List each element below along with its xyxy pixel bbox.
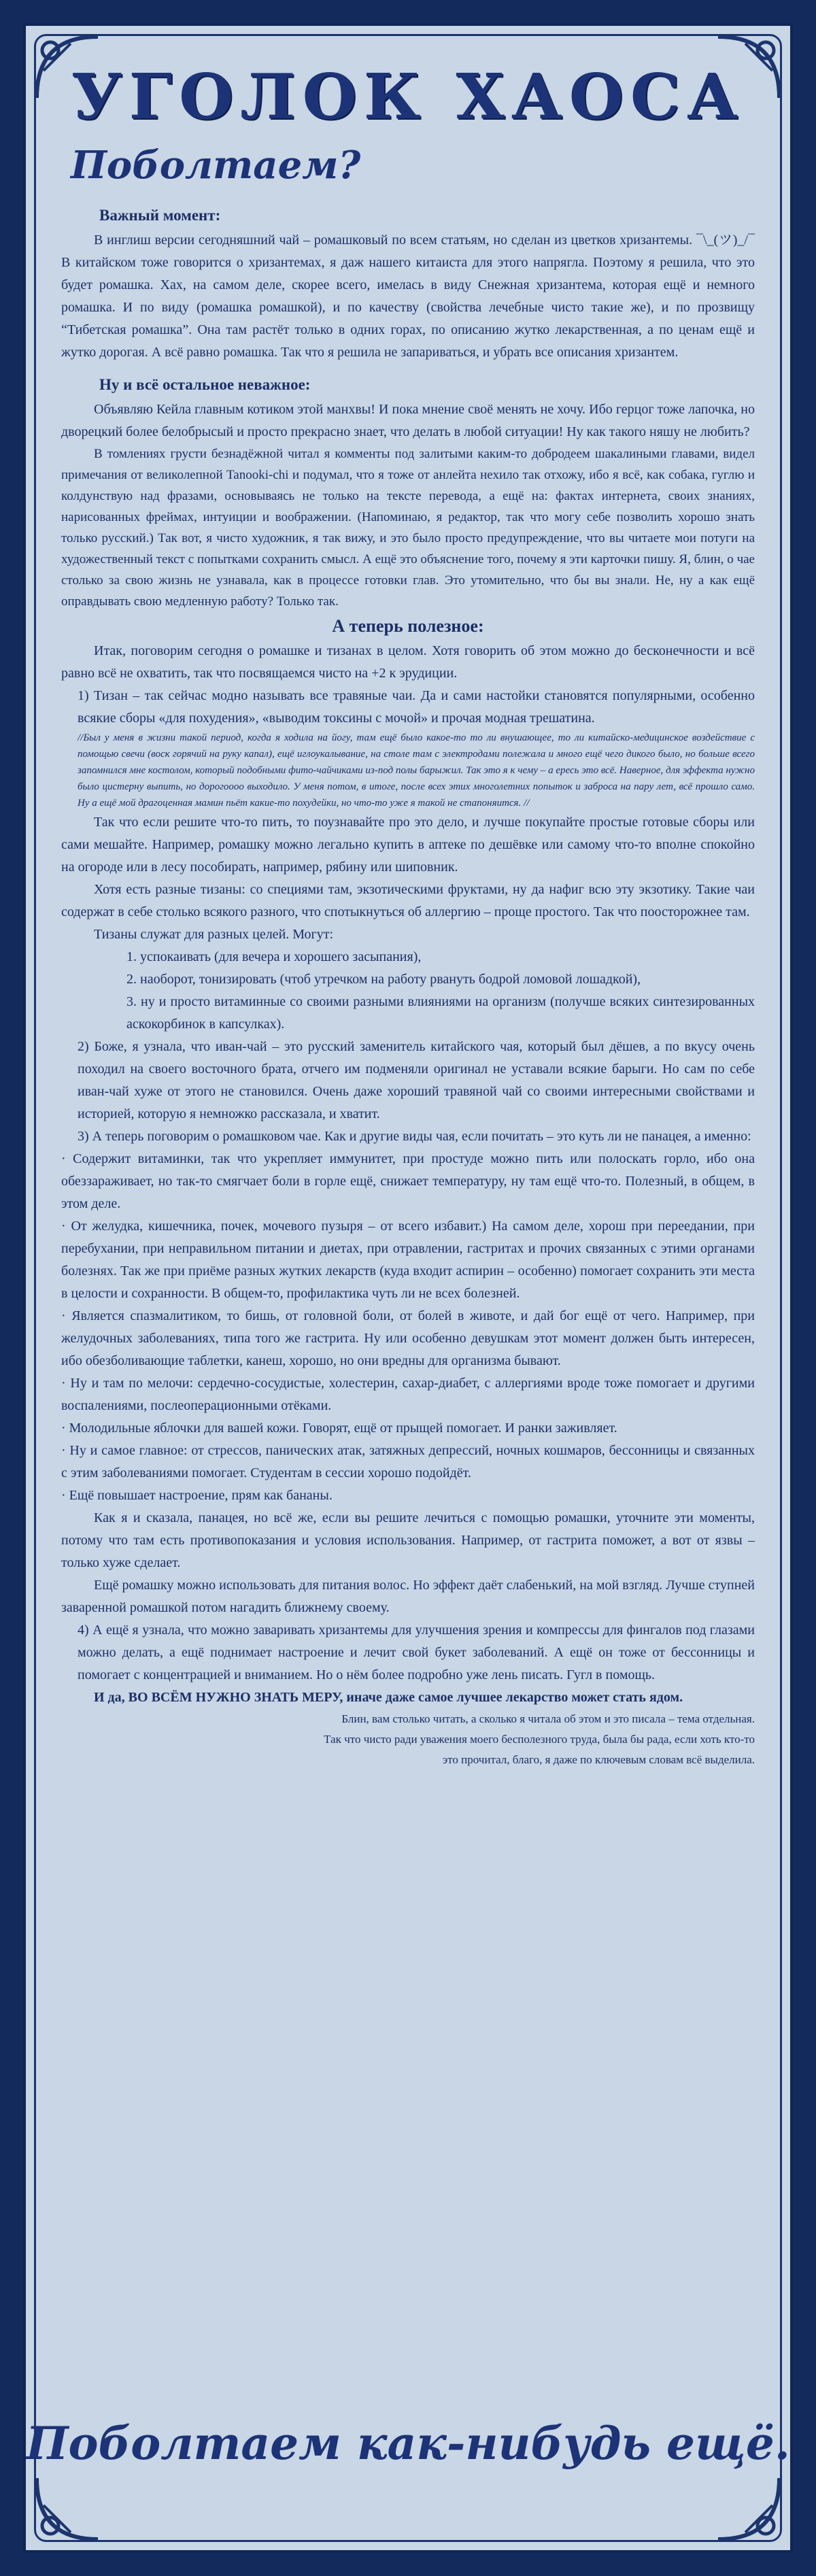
section-heading: Ну и всё остальное неважное: xyxy=(99,376,311,393)
page-title: УГОЛОК ХАОСА xyxy=(71,60,745,133)
closing-line: Блин, вам столько читать, а сколько я читала об этом и это писала – тема отдельная. xyxy=(341,1712,755,1725)
page-panel xyxy=(23,23,793,2553)
article-body xyxy=(61,204,755,1770)
corner-ornament-icon xyxy=(711,2471,786,2546)
list-item: · От желудка, кишечника, почек, мочевого пузыря – от всего избавит.) На самом деле, хорош при переедании, при перебухании, при неправильном питании и диетах, при отравлении, гастритах и прочих связанных с этими органами болезнях. Так же при приёме разных жутких лекарств (куда входит аспирин – особенно) помогает сохранить эти места в целости и сохранности. В общем-то, профилактика чуть ли не всех болезней. xyxy=(61,1219,755,1301)
list-item: · Является спазмалитиком, то бишь, от головной боли, от болей в животе, и дай бог ещё от чего. Например, при желудочных заболеваниях, типа того же гастрита. Ну или особенно девушкам этот момент должен быть интересен, ибо обезболивающие таблетки, канеш, хорошо, но они вредны для организма бывают. xyxy=(61,1308,755,1368)
paragraph: Итак, поговорим сегодня о ромашке и тизанах в целом. Хотя говорить об этом можно до бесконечности и всё равно всё не охватить, так что посвящаемся чисто на +2 к эрудиции. xyxy=(61,643,755,681)
paragraph: В инглиш версии сегодняшний чай – ромашковый по всем статьям, но сделан из цветков хризантемы. ¯\_(ツ)_/¯ В китайском тоже говорится о хризантемах, я даж нашего китаиста для этого напрягла. Поэтому я решила, что это будет ромашка. Хах, на самом деле, скорее всего, имелась в виду Снежная хризантема, которая ещё и немного ромашка. И по виду (ромашка ромашкой), и по качеству (свойства лечебные чисто такие же), и по прозвищу “Тибетская ромашка”. Она там растёт только в одних горах, по описанию жутко лекарственная, а по ценам ещё и жутко дорогая. А всё равно ромашка. Так что я решила не запариваться, и убрать все описания хризантем. xyxy=(61,233,755,360)
list-item: · Молодильные яблочки для вашей кожи. Говорят, ещё от прыщей помогает. И ранки заживляет. xyxy=(61,1421,617,1436)
paragraph: Так что если решите что-то пить, то поузнавайте про это дело, и лучше покупайте простые готовые сборы или сами мешайте. Например, ромашку можно легально купить в аптеке по дешёвке или самому что-то вполне спокойно на огороде или в лесу пособирать, например, рябину или шиповник. xyxy=(61,815,755,875)
footer-signoff: Поболтаем как-нибудь ещё. xyxy=(26,2417,790,2470)
paragraph: В томлениях грусти безнадёжной читал я комменты под залитыми каким-то добродеем шакалиными главами, видел примечания от великолепной Tanooki-chi и подумал, что я тоже от анлейта нехило так отхожу, ибо я всё, как собака, гуглю и колдунствую над фразами, основываясь не только на тексте перевода, а ещё на: фактах интернета, своих знаниях, нарисованных фреймах, интуиции и воображении. (Напоминаю, я редактор, так что могу себе позволить хорошо знать только русский.) Так вот, я чисто художник, я так вижу, и это было просто предупреждение, что вы читаете мои потуги на художественный текст с попытками сохранить смысл. А ещё это объяснение того, почему я эти карточки пишу. Я, блин, о чае столько за свою жизнь не узнавала, как в процессе готовки глав. Это утомительно, что бы вы знали. Не, ну а как ещё оправдывать свою медленную работу? Только так. xyxy=(61,447,755,609)
page-subtitle: Поболтаем? xyxy=(71,143,361,188)
corner-ornament-icon xyxy=(30,2471,105,2546)
list-item: 1) Тизан – так сейчас модно называть все травяные чаи. Да и сами настойки становятся популярными, особенно всякие сборы «для похудения», «выводим токсины с мочой» и прочая модная трешатина. xyxy=(78,688,755,726)
list-item: 2. наоборот, тонизировать (чтоб утречком на работу рвануть бодрой ломовой лошадкой), xyxy=(126,972,641,987)
list-item: · Содержит витаминки, так что укрепляет иммунитет, при простуде можно пить или полоскать горло, ибо она обеззараживает, но так-то смягчает боли в горле ещё, снижает температуру, ну там ещё что-то. Полезный, в общем, в этом деле. xyxy=(61,1151,755,1211)
section-heading: А теперь полезное: xyxy=(332,616,484,636)
paragraph: Ещё ромашку можно использовать для питания волос. Но эффект даёт слабенький, на мой взгляд. Лучше ступней заваренной ромашкой потом нагадить ближнему своему. xyxy=(61,1578,755,1615)
closing-line: Так что чисто ради уважения моего бесполезного труда, была бы рада, если хоть кто-то xyxy=(324,1733,755,1746)
closing-line: это прочитал, благо, я даже по ключевым словам всё выделила. xyxy=(442,1753,755,1766)
list-item: 2) Боже, я узнала, что иван-чай – это русский заменитель китайского чая, который был дёшев, а по вкусу очень походил на своего восточного брата, отчего им подменяли оригинал не уставали всякие барыги. Но сам по себе иван-чай хуже от этого не становился. Очень даже хороший травяной чай со своими интересными свойствами и историей, которую я немножко рассказала, и хватит. xyxy=(78,1039,755,1121)
side-note: //Был у меня в жизни такой период, когда я ходила на йогу, там ещё было какое-то то ли внушающее, то ли китайско-медицинское воздействие с помощью свечи (воск горячий на руку капал), ещё иглоукалывание, на столе там с электродами полежала и много ещё чего дикого было, но больше всего запомнился мне костолом, который подобными фито-чайчиками из-под полы барыжил. Так это я к чему – а ересь это всё. Наверное, для эффекта нужно было цистерну выпить, но дорогоооо выходило. У меня потом, в итоге, после всех этих многолетних попыток и заброса на пару лет, всё прошло само. Ну а ещё мой драгоценная мамин пьёт какие-то похудейки, но что-то уже я такой не стапоняится. // xyxy=(78,732,755,809)
outer-frame xyxy=(10,10,806,2566)
paragraph: Тизаны служат для разных целей. Могут: xyxy=(94,927,334,942)
list-item: 1. успокаивать (для вечера и хорошего засыпания), xyxy=(126,949,422,964)
list-item: · Ещё повышает настроение, прям как бананы. xyxy=(61,1488,333,1503)
list-item: 3. ну и просто витаминные со своими разными влияниями на организм (получше всяких синтезированных аскокорбинок в капсулках). xyxy=(126,994,755,1032)
list-item: 3) А теперь поговорим о ромашковом чае. Как и другие виды чая, если почитать – это куть ли не панацея, а именно: xyxy=(78,1129,751,1144)
paragraph: Хотя есть разные тизаны: со специями там, экзотическими фруктами, ну да нафиг всю эту экзотику. Такие чаи содержат в себе столько всякого разного, что спотыкнуться об аллергию – проще простого. Так что поосторожнее там. xyxy=(61,882,755,919)
paragraph: Объявляю Кейла главным котиком этой манхвы! И пока мнение своё менять не хочу. Ибо герцог тоже лапочка, но дворецкий более белобрысый и просто прекрасно знает, что делать в любой ситуации! Ну как такого няшу не любить? xyxy=(61,402,755,439)
list-item: · Ну и самое главное: от стрессов, панических атак, затяжных депрессий, ночных кошмаров, бессонницы и связанных с этим заболеваниями помогает. Студентам в сессии хорошо подойдёт. xyxy=(61,1443,755,1480)
list-item: 4) А ещё я узнала, что можно заваривать хризантемы для улучшения зрения и компрессы для фингалов под глазами можно делать, а ещё поднимает настроение и лечит свой букет заболеваний. А ещё он тоже от бессонницы и помогает с концентрацией и вниманием. Но о нём более подробно уже лень писать. Гугл в помощь. xyxy=(78,1623,755,1682)
paragraph: И да, ВО ВСЁМ НУЖНО ЗНАТЬ МЕРУ, иначе даже самое лучшее лекарство может стать ядом. xyxy=(94,1690,683,1705)
section-heading: Важный момент: xyxy=(99,207,221,224)
paragraph: Как я и сказала, панацея, но всё же, если вы решите лечиться с помощью ромашки, уточните эти моменты, потому что там есть противопоказания и условия использования. Например, от гастрита поможет, а вот от язвы – только хуже сделает. xyxy=(61,1510,755,1570)
list-item: · Ну и там по мелочи: сердечно-сосудистые, холестерин, сахар-диабет, с аллергиями вроде тоже помогает и другими воспалениями, послеоперационными отёками. xyxy=(61,1376,755,1413)
